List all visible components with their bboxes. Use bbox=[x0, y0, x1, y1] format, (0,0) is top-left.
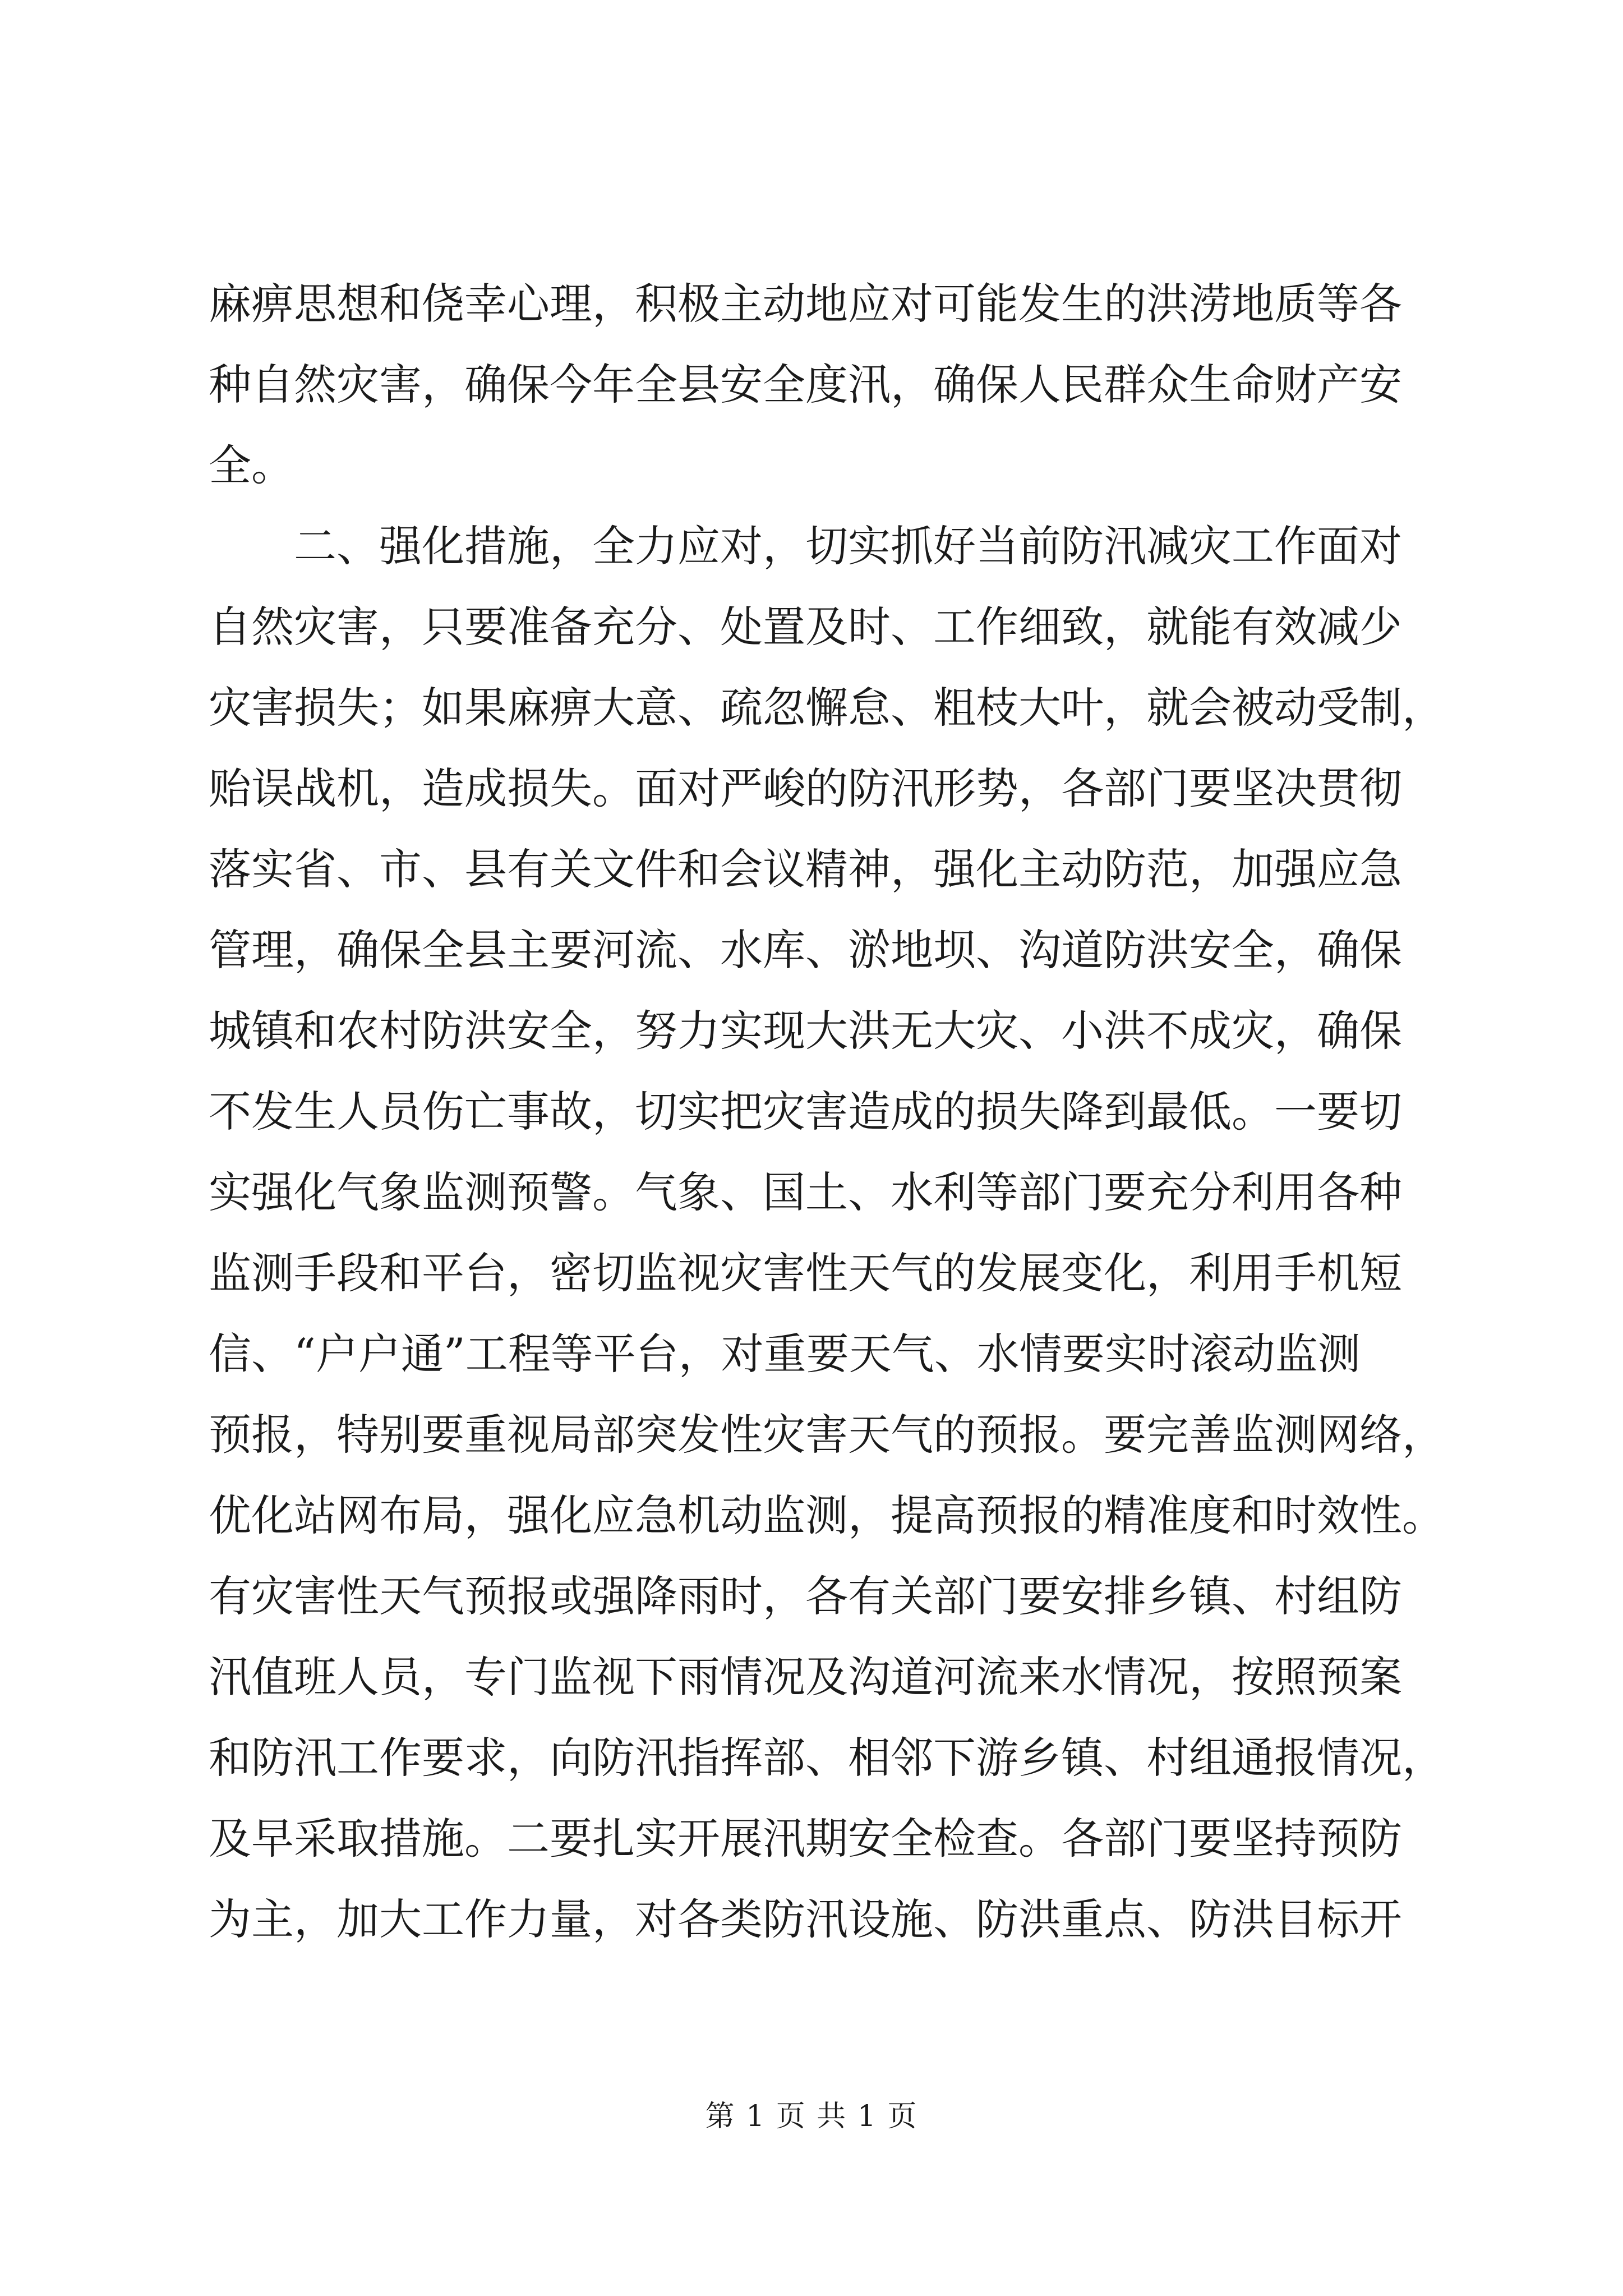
text-line: 和防汛工作要求，向防汛指挥部、相邻下游乡镇、村组通报情况， bbox=[209, 1733, 1445, 1783]
text-line: 城镇和农村防洪安全，努力实现大洪无大灾、小洪不成灾，确保 bbox=[209, 1006, 1402, 1056]
text-line: 种自然灾害，确保今年全县安全度汛，确保人民群众生命财产安 bbox=[209, 360, 1402, 409]
text-line: 及早采取措施。二要扎实开展汛期安全检查。各部门要坚持预防 bbox=[209, 1814, 1402, 1864]
text-line: 有灾害性天气预报或强降雨时，各有关部门要安排乡镇、村组防 bbox=[209, 1571, 1402, 1621]
document-body bbox=[209, 264, 1445, 1960]
text-line: 不发生人员伤亡事故，切实把灾害造成的损失降到最低。一要切 bbox=[209, 1087, 1402, 1137]
text-line: 落实省、市、县有关文件和会议精神，强化主动防范，加强应急 bbox=[209, 844, 1402, 894]
text-line: 优化站网布局，强化应急机动监测，提高预报的精准度和时效性。 bbox=[209, 1490, 1445, 1540]
text-line: 全。 bbox=[209, 440, 294, 490]
text-line: 信、“户户通”工程等平台，对重要天气、水情要实时滚动监测 bbox=[209, 1329, 1361, 1379]
text-line: 灾害损失；如果麻痹大意、疏忽懈怠、粗枝大叶，就会被动受制， bbox=[209, 683, 1445, 733]
paragraph-heading-line: 二、强化措施，全力应对，切实抓好当前防汛减灾工作面对 bbox=[294, 521, 1402, 571]
text-line: 管理，确保全县主要河流、水库、淤地坝、沟道防洪安全，确保 bbox=[209, 925, 1402, 975]
text-line: 汛值班人员，专门监视下雨情况及沟道河流来水情况，按照预案 bbox=[209, 1652, 1402, 1702]
page-number-footer: 第 1 页 共 1 页 bbox=[705, 2100, 918, 2133]
text-line: 麻痹思想和侥幸心理，积极主动地应对可能发生的洪涝地质等各 bbox=[209, 279, 1402, 329]
text-line: 实强化气象监测预警。气象、国土、水利等部门要充分利用各种 bbox=[209, 1167, 1402, 1217]
text-line: 预报，特别要重视局部突发性灾害天气的预报。要完善监测网络， bbox=[209, 1410, 1445, 1460]
text-line: 监测手段和平台，密切监视灾害性天气的发展变化，利用手机短 bbox=[209, 1248, 1402, 1298]
text-line: 为主，加大工作力量，对各类防汛设施、防洪重点、防洪目标开 bbox=[209, 1894, 1402, 1944]
text-line: 贻误战机，造成损失。面对严峻的防汛形势，各部门要坚决贯彻 bbox=[209, 763, 1402, 813]
text-line: 自然灾害，只要准备充分、处置及时、工作细致，就能有效减少 bbox=[209, 602, 1402, 652]
